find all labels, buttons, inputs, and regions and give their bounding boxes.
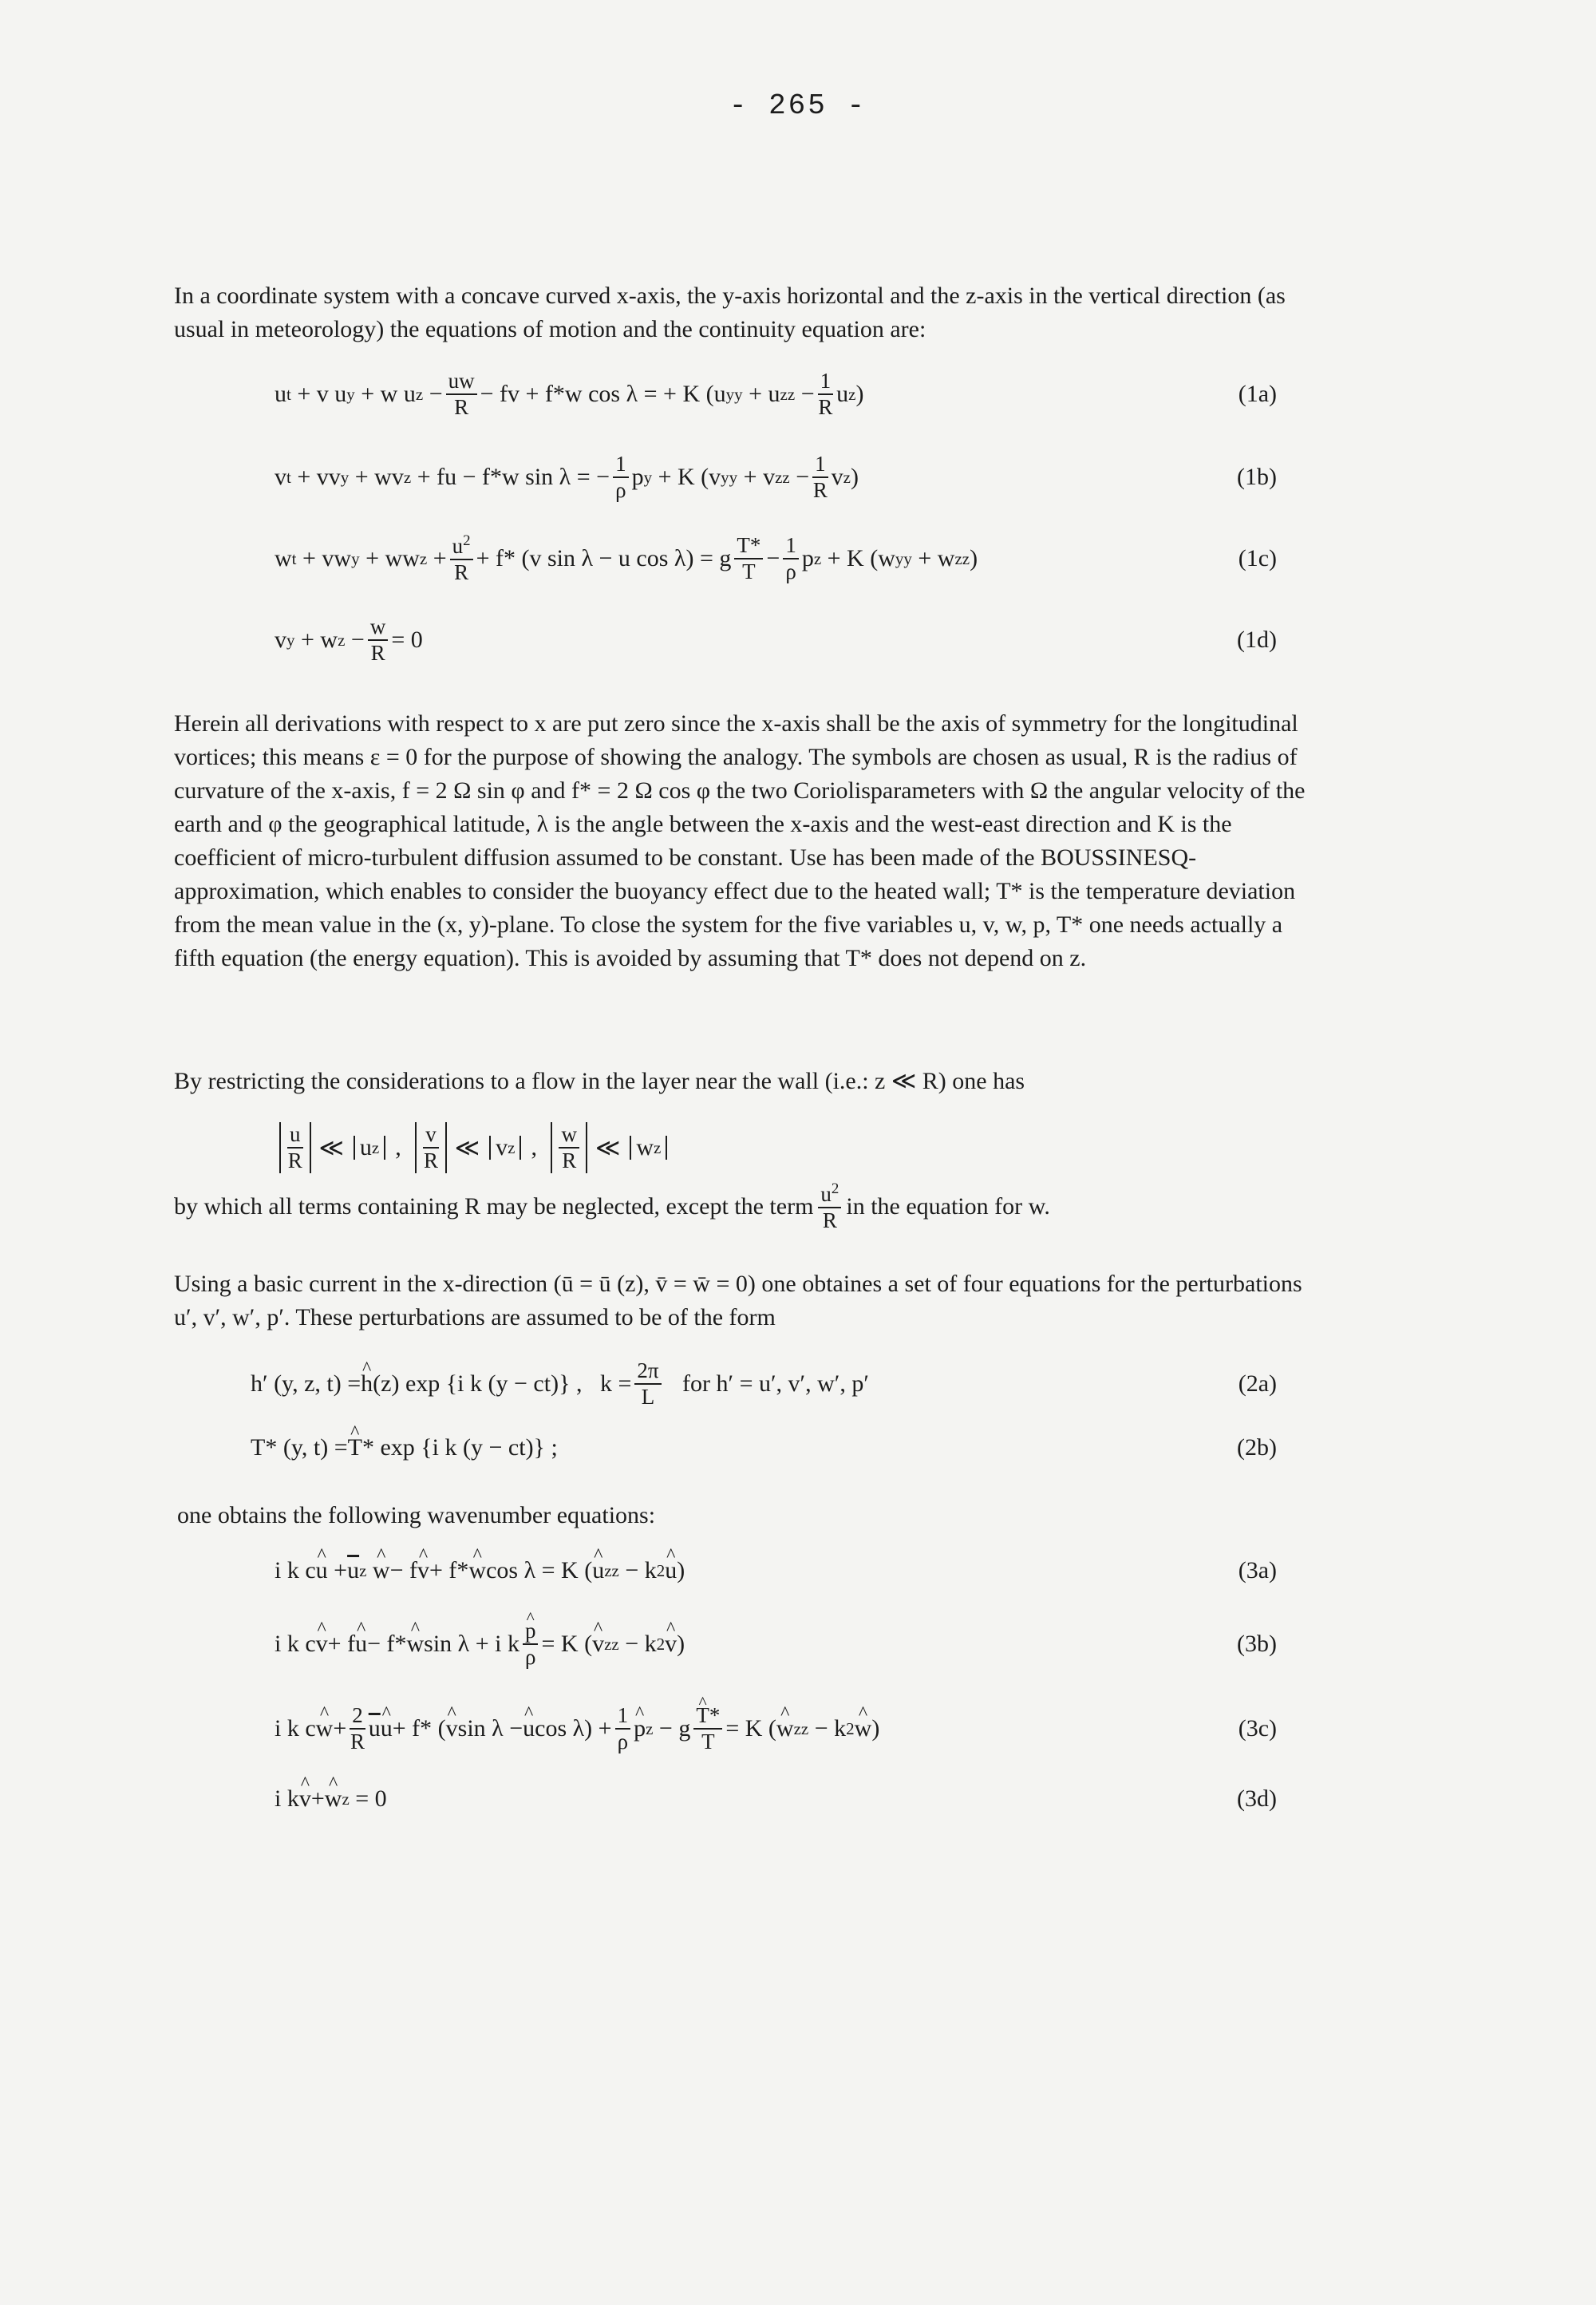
equation-1d: v y + w z − $\frac{w}{R}$ = 0 (1d) bbox=[0, 607, 1596, 674]
equation-tag: (3d) bbox=[1237, 1785, 1277, 1812]
equation-2a: h′ (y, z, t) = ^ h (z) exp {i k (y − ct)} , k = $\frac{2\pi}{L}$ for h′ = u′, v′, w′, p′ (2a) bbox=[0, 1350, 1596, 1417]
equation-tag: (2a) bbox=[1238, 1370, 1277, 1397]
equation-3c: i k c ^ w + $\frac{2}{R}$ $\overline{u}$ ^ u + f* ( ^ v sin λ − ^ u cos λ) + $\frac{1}{\rho}$ ^ p z − g ^ $\frac{T*}{T}$ = K ( ^ w zz − k 2 ^ w ) (3c) bbox=[0, 1695, 1596, 1762]
equation-3b: i k c ^ v + f ^ u − f* ^ w sin λ + i k ^ $\frac{p}{\rho}$ = K ( ^ v zz − k 2 ^ v ) (3b) bbox=[0, 1611, 1596, 1678]
paragraph-neglect-after: in the equation for w. bbox=[846, 1193, 1050, 1220]
paragraph-wavenumber: one obtains the following wavenumber equations: bbox=[177, 1502, 656, 1528]
paragraph-restriction: By restricting the considerations to a flow in the layer near the wall (i.e.: z ≪ R) one has bbox=[174, 1068, 1025, 1094]
paragraph-neglect-before: by which all terms containing R may be neglected, except the term bbox=[174, 1193, 814, 1220]
equation-tag: (1d) bbox=[1237, 627, 1277, 653]
equation-tag: (2b) bbox=[1237, 1434, 1277, 1461]
equation-2b: T* (y, t) = ^ T * exp {i k (y − ct)} ; (2b) bbox=[0, 1414, 1596, 1481]
page-number: - 265 - bbox=[729, 89, 867, 122]
paragraph-neglect: by which all terms containing R may be neglected, except the term $\frac{u^2}{R}$ in the equation for w. bbox=[174, 1180, 1050, 1232]
inequality-line: $\frac{u}{R}$ ≪ u z , $\frac{v}{R}$ ≪ v z , $\frac{w}{R}$ ≪ w z bbox=[0, 1114, 1596, 1181]
equation-tag: (1a) bbox=[1238, 381, 1277, 407]
equation-tag: (1b) bbox=[1237, 464, 1277, 490]
equation-tag: (3c) bbox=[1238, 1715, 1277, 1742]
paragraph-basic-current: Using a basic current in the x-direction (ū = ū (z), v̄ = w̄ = 0) one obtaines a set of four equations for the perturbations u′, v′, w′, p′. These perturbations are assumed to be of the form bbox=[174, 1271, 1302, 1330]
equation-1b: v t + vv y + wv z + fu − f*w sin λ = − $\frac{1}{\rho}$ p y + K (v yy + v zz − $\frac{1}{R}$ v z ) (1b) bbox=[0, 444, 1596, 511]
equation-1a: u t + v u y + w u z − $\frac{uw}{R}$ − fv + f*w cos λ = + K (u yy + u zz − $\frac{1}{R}$ u z ) (1a) bbox=[0, 361, 1596, 428]
paragraph-explanation: Herein all derivations with respect to x are put zero since the x-axis shall be the axis of symmetry for the longitudinal vortices; this means ε = 0 for the purpose of showing the analogy. The symbols are chosen as usual, R is the radius of curvature of the x-axis, f = 2 Ω sin φ and f* = 2 Ω cos φ the two Coriolisparameters with Ω the angular velocity of the earth and φ the geographical latitude, λ is the angle between the x-axis and the west-east direction and K is the coefficient of micro-turbulent diffusion assumed to be constant. Use has been made of the BOUSSINESQ-approximation, which enables to consider the buoyancy effect due to the heated wall; T* is the temperature deviation from the mean value in the (x, y)-plane. To close the system for the five variables u, v, w, p, T* one needs actually a fifth equation (the energy equation). This is avoided by assuming that T* does not depend on z. bbox=[174, 710, 1306, 971]
equation-3d: i k ^ v + ^ w z = 0 (3d) bbox=[0, 1765, 1596, 1833]
equation-3a: i k c ^ u + $\overline{u}$ z ^ w − f ^ v + f* ^ w cos λ = K ( ^ u zz − k 2 ^ u ) (3a) bbox=[0, 1537, 1596, 1604]
equation-tag: (3b) bbox=[1237, 1631, 1277, 1657]
equation-1c: w t + vw y + ww z + $\frac{u^2}{R}$ + f* (v sin λ − u cos λ) = g $\frac{T*}{T}$ − $\frac{1}{\rho}$ p z + K (w yy + w zz ) (1c) bbox=[0, 525, 1596, 592]
paragraph-intro: In a coordinate system with a concave curved x-axis, the y-axis horizontal and the z-axis in the vertical direction (as usual in meteorology) the equations of motion and the continuity equation are: bbox=[174, 283, 1286, 342]
equation-tag: (3a) bbox=[1238, 1557, 1277, 1583]
equation-tag: (1c) bbox=[1238, 545, 1277, 571]
